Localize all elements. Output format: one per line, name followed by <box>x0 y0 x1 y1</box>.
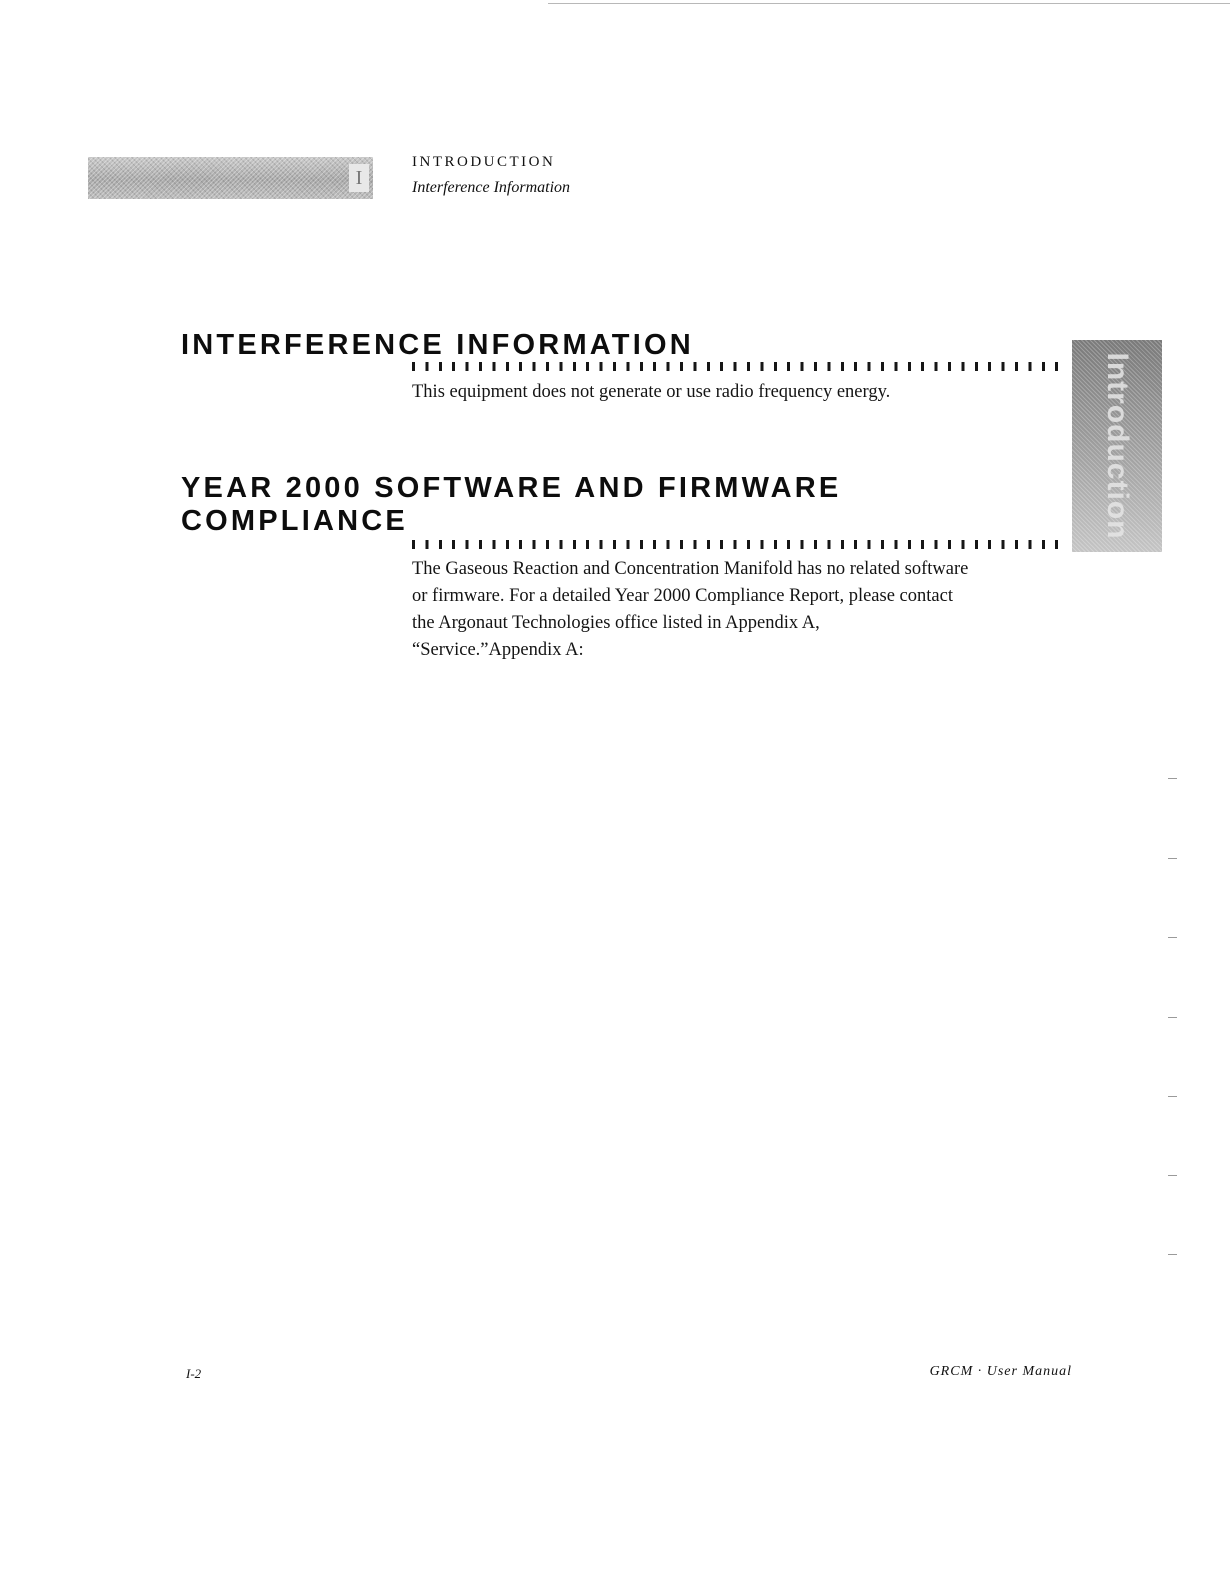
paragraph-line: The Gaseous Reaction and Concentration Manifold has no related software <box>412 559 969 579</box>
footer-page-number: I-2 <box>186 1366 202 1381</box>
scan-edge-mark <box>1168 1175 1177 1176</box>
paragraph-line: or firmware. For a detailed Year 2000 Compliance Report, please contact <box>412 586 953 606</box>
scan-edge-mark <box>1168 937 1177 938</box>
dotted-rule <box>412 540 1068 549</box>
scan-edge-mark <box>1168 1254 1177 1255</box>
section-heading-y2k-line-1: YEAR 2000 SOFTWARE AND FIRMWARE <box>181 472 842 504</box>
paragraph-interference: This equipment does not generate or use radio frequency energy. <box>412 382 891 402</box>
paragraph-line: “Service.”Appendix A: <box>412 640 584 660</box>
scan-edge-mark <box>1168 1096 1177 1097</box>
footer-manual-title: GRCM · User Manual <box>929 1364 1072 1379</box>
side-tab-label: Introduction <box>1101 352 1134 540</box>
scan-edge-mark <box>1168 778 1177 779</box>
dotted-rule <box>412 362 1068 371</box>
scan-edge-mark <box>1168 858 1177 859</box>
section-heading-y2k-line-2: COMPLIANCE <box>181 505 408 537</box>
running-header-subsection: Interference Information <box>412 179 571 196</box>
paragraph-y2k <box>412 556 1072 664</box>
scan-top-rule <box>548 3 1230 4</box>
running-header-section: INTRODUCTION <box>412 154 556 170</box>
side-thumb-tab <box>1072 340 1162 552</box>
scan-edge-mark <box>1168 1017 1177 1018</box>
chapter-number: I <box>349 164 369 192</box>
paragraph-line: the Argonaut Technologies office listed in Appendix A, <box>412 613 820 633</box>
section-heading-interference: INTERFERENCE INFORMATION <box>181 329 694 361</box>
chapter-tab-graphic <box>88 157 373 199</box>
